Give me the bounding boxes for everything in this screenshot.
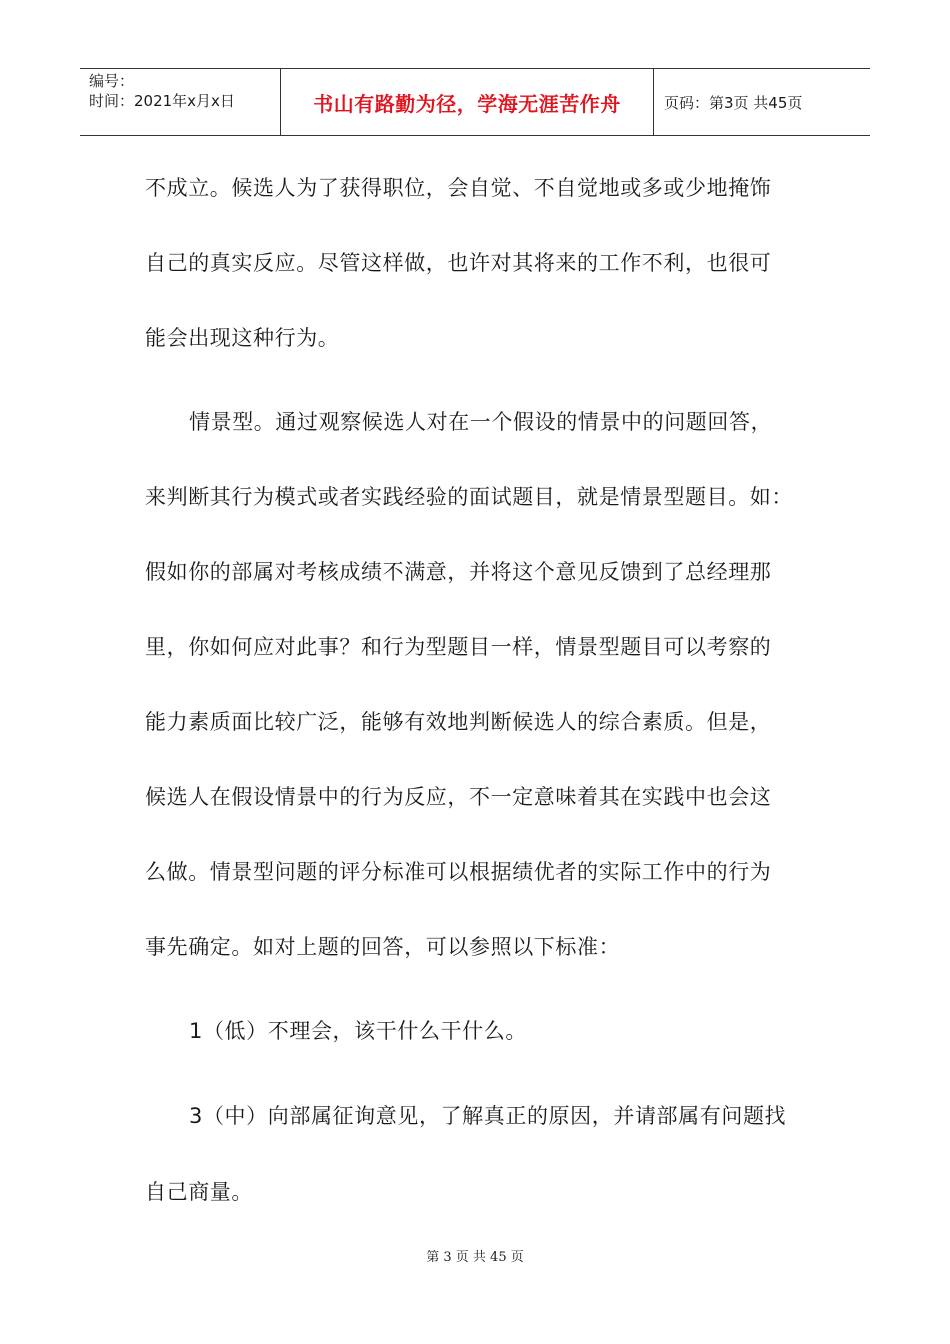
criteria-item-low: 1（低）不理会，该干什么干什么。 (189, 1019, 527, 1043)
criteria-item-mid: 3（中）向部属征询意见，了解真正的原因，并请部属有问题找 (189, 1104, 787, 1128)
body-line: 假如你的部属对考核成绩不满意，并将这个意见反馈到了总经理那 (145, 560, 772, 584)
body-line: 能力素质面比较广泛，能够有效地判断候选人的综合素质。但是， (145, 710, 772, 734)
header-page-code: 页码：第3页 共45页 (664, 93, 803, 112)
body-line: 事先确定。如对上题的回答，可以参照以下标准： (145, 935, 621, 959)
document-time-label: 时间：2021年x月x日 (89, 92, 235, 110)
body-line: 能会出现这种行为。 (145, 326, 340, 350)
header-motto: 书山有路勤为径，学海无涯苦作舟 (281, 69, 654, 135)
body-line: 么做。情景型问题的评分标准可以根据绩优者的实际工作中的行为 (145, 860, 772, 884)
body-line: 自己商量。 (145, 1180, 253, 1204)
body-line: 里，你如何应对此事？和行为型题目一样，情景型题目可以考察的 (145, 635, 772, 659)
page-footer: 第 3 页 共 45 页 (426, 1250, 524, 1265)
paragraph-start-line: 情景型。通过观察候选人对在一个假设的情景中的问题回答， (189, 410, 773, 434)
document-header (80, 68, 870, 136)
header-meta (80, 69, 281, 135)
body-line: 不成立。候选人为了获得职位，会自觉、不自觉地或多或少地掩饰 (145, 176, 772, 200)
body-line: 自己的真实反应。尽管这样做，也许对其将来的工作不利，也很可 (145, 251, 772, 275)
body-line: 候选人在假设情景中的行为反应，不一定意味着其在实践中也会这 (145, 785, 772, 809)
body-line: 来判断其行为模式或者实践经验的面试题目，就是情景型题目。如： (145, 485, 793, 509)
document-number-label: 编号： (89, 72, 135, 90)
